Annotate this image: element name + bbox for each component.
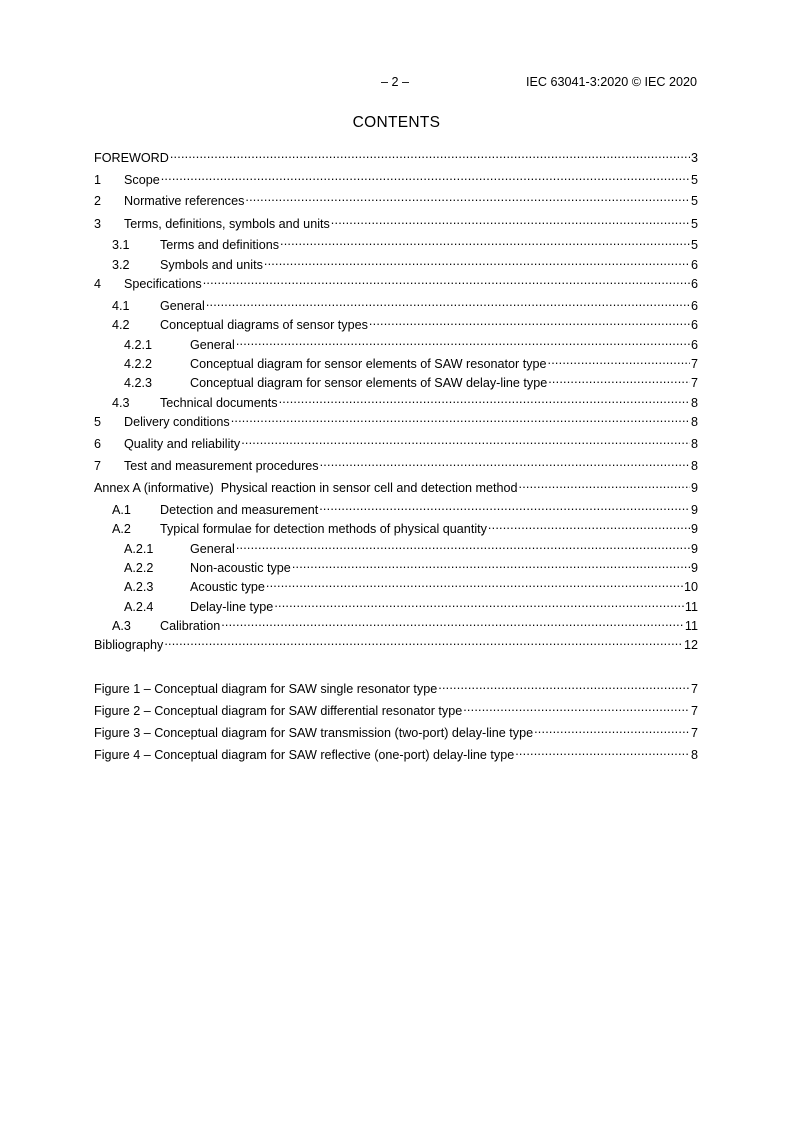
dot-leader — [292, 556, 690, 572]
toc-entry-page: 9 — [690, 542, 698, 556]
toc-entry-page: 6 — [690, 277, 698, 291]
toc-entry-4-3[interactable] — [112, 391, 698, 410]
toc-entry-title: Terms, definitions, symbols and units — [124, 217, 330, 231]
toc-entry-number: 3.2 — [112, 258, 130, 272]
toc-entry-a-2-4[interactable] — [124, 595, 698, 614]
figure-entry-page: 8 — [690, 748, 698, 762]
toc-entry-page: 5 — [690, 238, 698, 252]
toc-entry-page: 5 — [690, 217, 698, 231]
toc-entry-4-2[interactable] — [112, 313, 698, 332]
toc-entry-3[interactable] — [94, 212, 698, 231]
toc-entry-title: FOREWORD — [94, 151, 169, 165]
dot-leader — [320, 454, 690, 470]
toc-entry-page: 8 — [690, 396, 698, 410]
toc-entry-title: Quality and reliability — [124, 437, 241, 451]
toc-entry-a-1[interactable] — [112, 498, 698, 517]
dot-leader — [534, 721, 690, 737]
toc-entry-title: Technical documents — [160, 396, 278, 410]
toc-entry-title: Scope — [124, 173, 160, 187]
page-number: – 2 – — [380, 75, 409, 89]
figure-entry-title: Figure 3 – Conceptual diagram for SAW transmission (two-port) delay-line type — [94, 726, 534, 740]
figure-entry-1[interactable] — [94, 677, 698, 696]
toc-entry-a-3[interactable] — [112, 614, 698, 633]
toc-entry-title: General — [160, 299, 205, 313]
toc-entry-title: Conceptual diagram for sensor elements of SAW delay-line type — [190, 376, 548, 390]
toc-entry-title: Detection and measurement — [160, 503, 319, 517]
dot-leader — [488, 517, 690, 533]
toc-entry-number: 4.3 — [112, 396, 130, 410]
toc-entry-page: 5 — [690, 173, 698, 187]
toc-entry-number: 4 — [94, 277, 102, 291]
toc-entry-number: 4.2.2 — [124, 357, 153, 371]
toc-entry-number: 4.1 — [112, 299, 130, 313]
figure-entry-title: Figure 4 – Conceptual diagram for SAW reflective (one-port) delay-line type — [94, 748, 515, 762]
toc-entry-page: 9 — [690, 503, 698, 517]
toc-entry-page: 6 — [690, 299, 698, 313]
toc-entry-page: 5 — [690, 194, 698, 208]
figure-entry-title: Figure 2 – Conceptual diagram for SAW differential resonator type — [94, 704, 463, 718]
toc-entry-title: Symbols and units — [160, 258, 263, 272]
toc-entry-6[interactable] — [94, 432, 698, 451]
toc-entry-page: 11 — [684, 619, 698, 633]
toc-entry-number: 4.2.1 — [124, 338, 153, 352]
toc-entry-3-1[interactable] — [112, 233, 698, 252]
toc-title: CONTENTS — [352, 114, 441, 131]
toc-entry-a-2-2[interactable] — [124, 556, 698, 575]
toc-entry-1[interactable] — [94, 168, 698, 187]
toc-entry-title: Delivery conditions — [124, 415, 230, 429]
toc-entry-number: 7 — [94, 459, 102, 473]
dot-leader — [236, 537, 690, 553]
toc-entry-title: General — [190, 542, 235, 556]
figure-entry-3[interactable] — [94, 721, 698, 740]
toc-entry-title: Calibration — [160, 619, 221, 633]
figure-entry-4[interactable] — [94, 743, 698, 762]
dot-leader — [264, 253, 690, 269]
toc-entry-2[interactable] — [94, 189, 698, 208]
toc-entry-number: A.2.2 — [124, 561, 154, 575]
toc-entry-annex-a[interactable] — [94, 476, 698, 495]
dot-leader — [170, 146, 690, 162]
dot-leader — [438, 677, 690, 693]
toc-entry-page: 3 — [690, 151, 698, 165]
toc-entry-page: 9 — [690, 522, 698, 536]
toc-entry-title: Normative references — [124, 194, 245, 208]
dot-leader — [221, 614, 684, 630]
toc-entry-page: 8 — [690, 459, 698, 473]
toc-entry-number: 3 — [94, 217, 102, 231]
toc-entry-title: Delay-line type — [190, 600, 274, 614]
toc-entry-bibliography[interactable] — [94, 633, 698, 652]
dot-leader — [519, 476, 690, 492]
toc-entry-number: 3.1 — [112, 238, 130, 252]
toc-entry-number: 1 — [94, 173, 102, 187]
toc-entry-title: Test and measurement procedures — [124, 459, 319, 473]
toc-entry-number: 2 — [94, 194, 102, 208]
dot-leader — [236, 333, 690, 349]
toc-entry-page: 6 — [690, 318, 698, 332]
toc-entry-title: Bibliography — [94, 638, 164, 652]
dot-leader — [161, 168, 690, 184]
toc-entry-4-1[interactable] — [112, 294, 698, 313]
dot-leader — [274, 595, 684, 611]
toc-entry-number: 6 — [94, 437, 102, 451]
dot-leader — [279, 391, 690, 407]
dot-leader — [231, 410, 690, 426]
toc-entry-number: A.2.1 — [124, 542, 154, 556]
toc-entry-page: 6 — [690, 338, 698, 352]
toc-entry-title: Annex A (informative) Physical reaction in sensor cell and detection method — [94, 481, 518, 495]
toc-entry-a-2[interactable] — [112, 517, 698, 536]
dot-leader — [266, 575, 683, 591]
figure-entry-page: 7 — [690, 704, 698, 718]
toc-entry-title: General — [190, 338, 235, 352]
toc-entry-5[interactable] — [94, 410, 698, 429]
toc-entry-title: Conceptual diagrams of sensor types — [160, 318, 368, 332]
dot-leader — [515, 743, 690, 759]
toc-entry-page: 7 — [690, 376, 698, 390]
toc-entry-number: A.3 — [112, 619, 131, 633]
toc-entry-number: A.2 — [112, 522, 131, 536]
dot-leader — [203, 272, 690, 288]
toc-entry-page: 6 — [690, 258, 698, 272]
dot-leader — [280, 233, 690, 249]
dot-leader — [331, 212, 690, 228]
toc-entry-number: A.1 — [112, 503, 131, 517]
toc-entry-number: A.2.4 — [124, 600, 154, 614]
document-reference: IEC 63041-3:2020 © IEC 2020 — [525, 75, 697, 89]
toc-entry-number: 5 — [94, 415, 102, 429]
toc-entry-title: Typical formulae for detection methods of physical quantity — [160, 522, 487, 536]
toc-entry-page: 7 — [690, 357, 698, 371]
toc-entry-3-2[interactable] — [112, 253, 698, 272]
dot-leader — [241, 432, 690, 448]
dot-leader — [369, 313, 690, 329]
toc-entry-4-2-1[interactable] — [124, 333, 698, 352]
toc-entry-a-2-1[interactable] — [124, 537, 698, 556]
toc-entry-page: 11 — [684, 600, 698, 614]
toc-entry-title: Terms and definitions — [160, 238, 280, 252]
dot-leader — [206, 294, 690, 310]
toc-entry-title: Specifications — [124, 277, 202, 291]
toc-entry-7[interactable] — [94, 454, 698, 473]
toc-entry-a-2-3[interactable] — [124, 575, 698, 594]
toc-entry-title: Conceptual diagram for sensor elements of SAW resonator type — [190, 357, 547, 371]
figure-entry-page: 7 — [690, 726, 698, 740]
dot-leader — [245, 189, 690, 205]
dot-leader — [164, 633, 683, 649]
figure-entry-title: Figure 1 – Conceptual diagram for SAW single resonator type — [94, 682, 438, 696]
toc-entry-number: 4.2 — [112, 318, 130, 332]
figure-entry-page: 7 — [690, 682, 698, 696]
dot-leader — [548, 352, 690, 368]
toc-entry-page: 8 — [690, 437, 698, 451]
toc-entry-number: 4.2.3 — [124, 376, 153, 390]
dot-leader — [463, 699, 690, 715]
toc-entry-page: 8 — [690, 415, 698, 429]
toc-entry-page: 12 — [683, 638, 698, 652]
toc-entry-title: Non-acoustic type — [190, 561, 291, 575]
toc-entry-page: 9 — [690, 561, 698, 575]
toc-entry-page: 10 — [683, 580, 698, 594]
figure-entry-2[interactable] — [94, 699, 698, 718]
dot-leader — [548, 371, 690, 387]
toc-entry-title: Acoustic type — [190, 580, 265, 594]
toc-entry-4[interactable] — [94, 272, 698, 291]
toc-entry-foreword[interactable] — [94, 146, 698, 165]
dot-leader — [319, 498, 690, 514]
toc-entry-4-2-2[interactable] — [124, 352, 698, 371]
toc-entry-4-2-3[interactable] — [124, 371, 698, 390]
toc-entry-number: A.2.3 — [124, 580, 154, 594]
toc-entry-page: 9 — [690, 481, 698, 495]
